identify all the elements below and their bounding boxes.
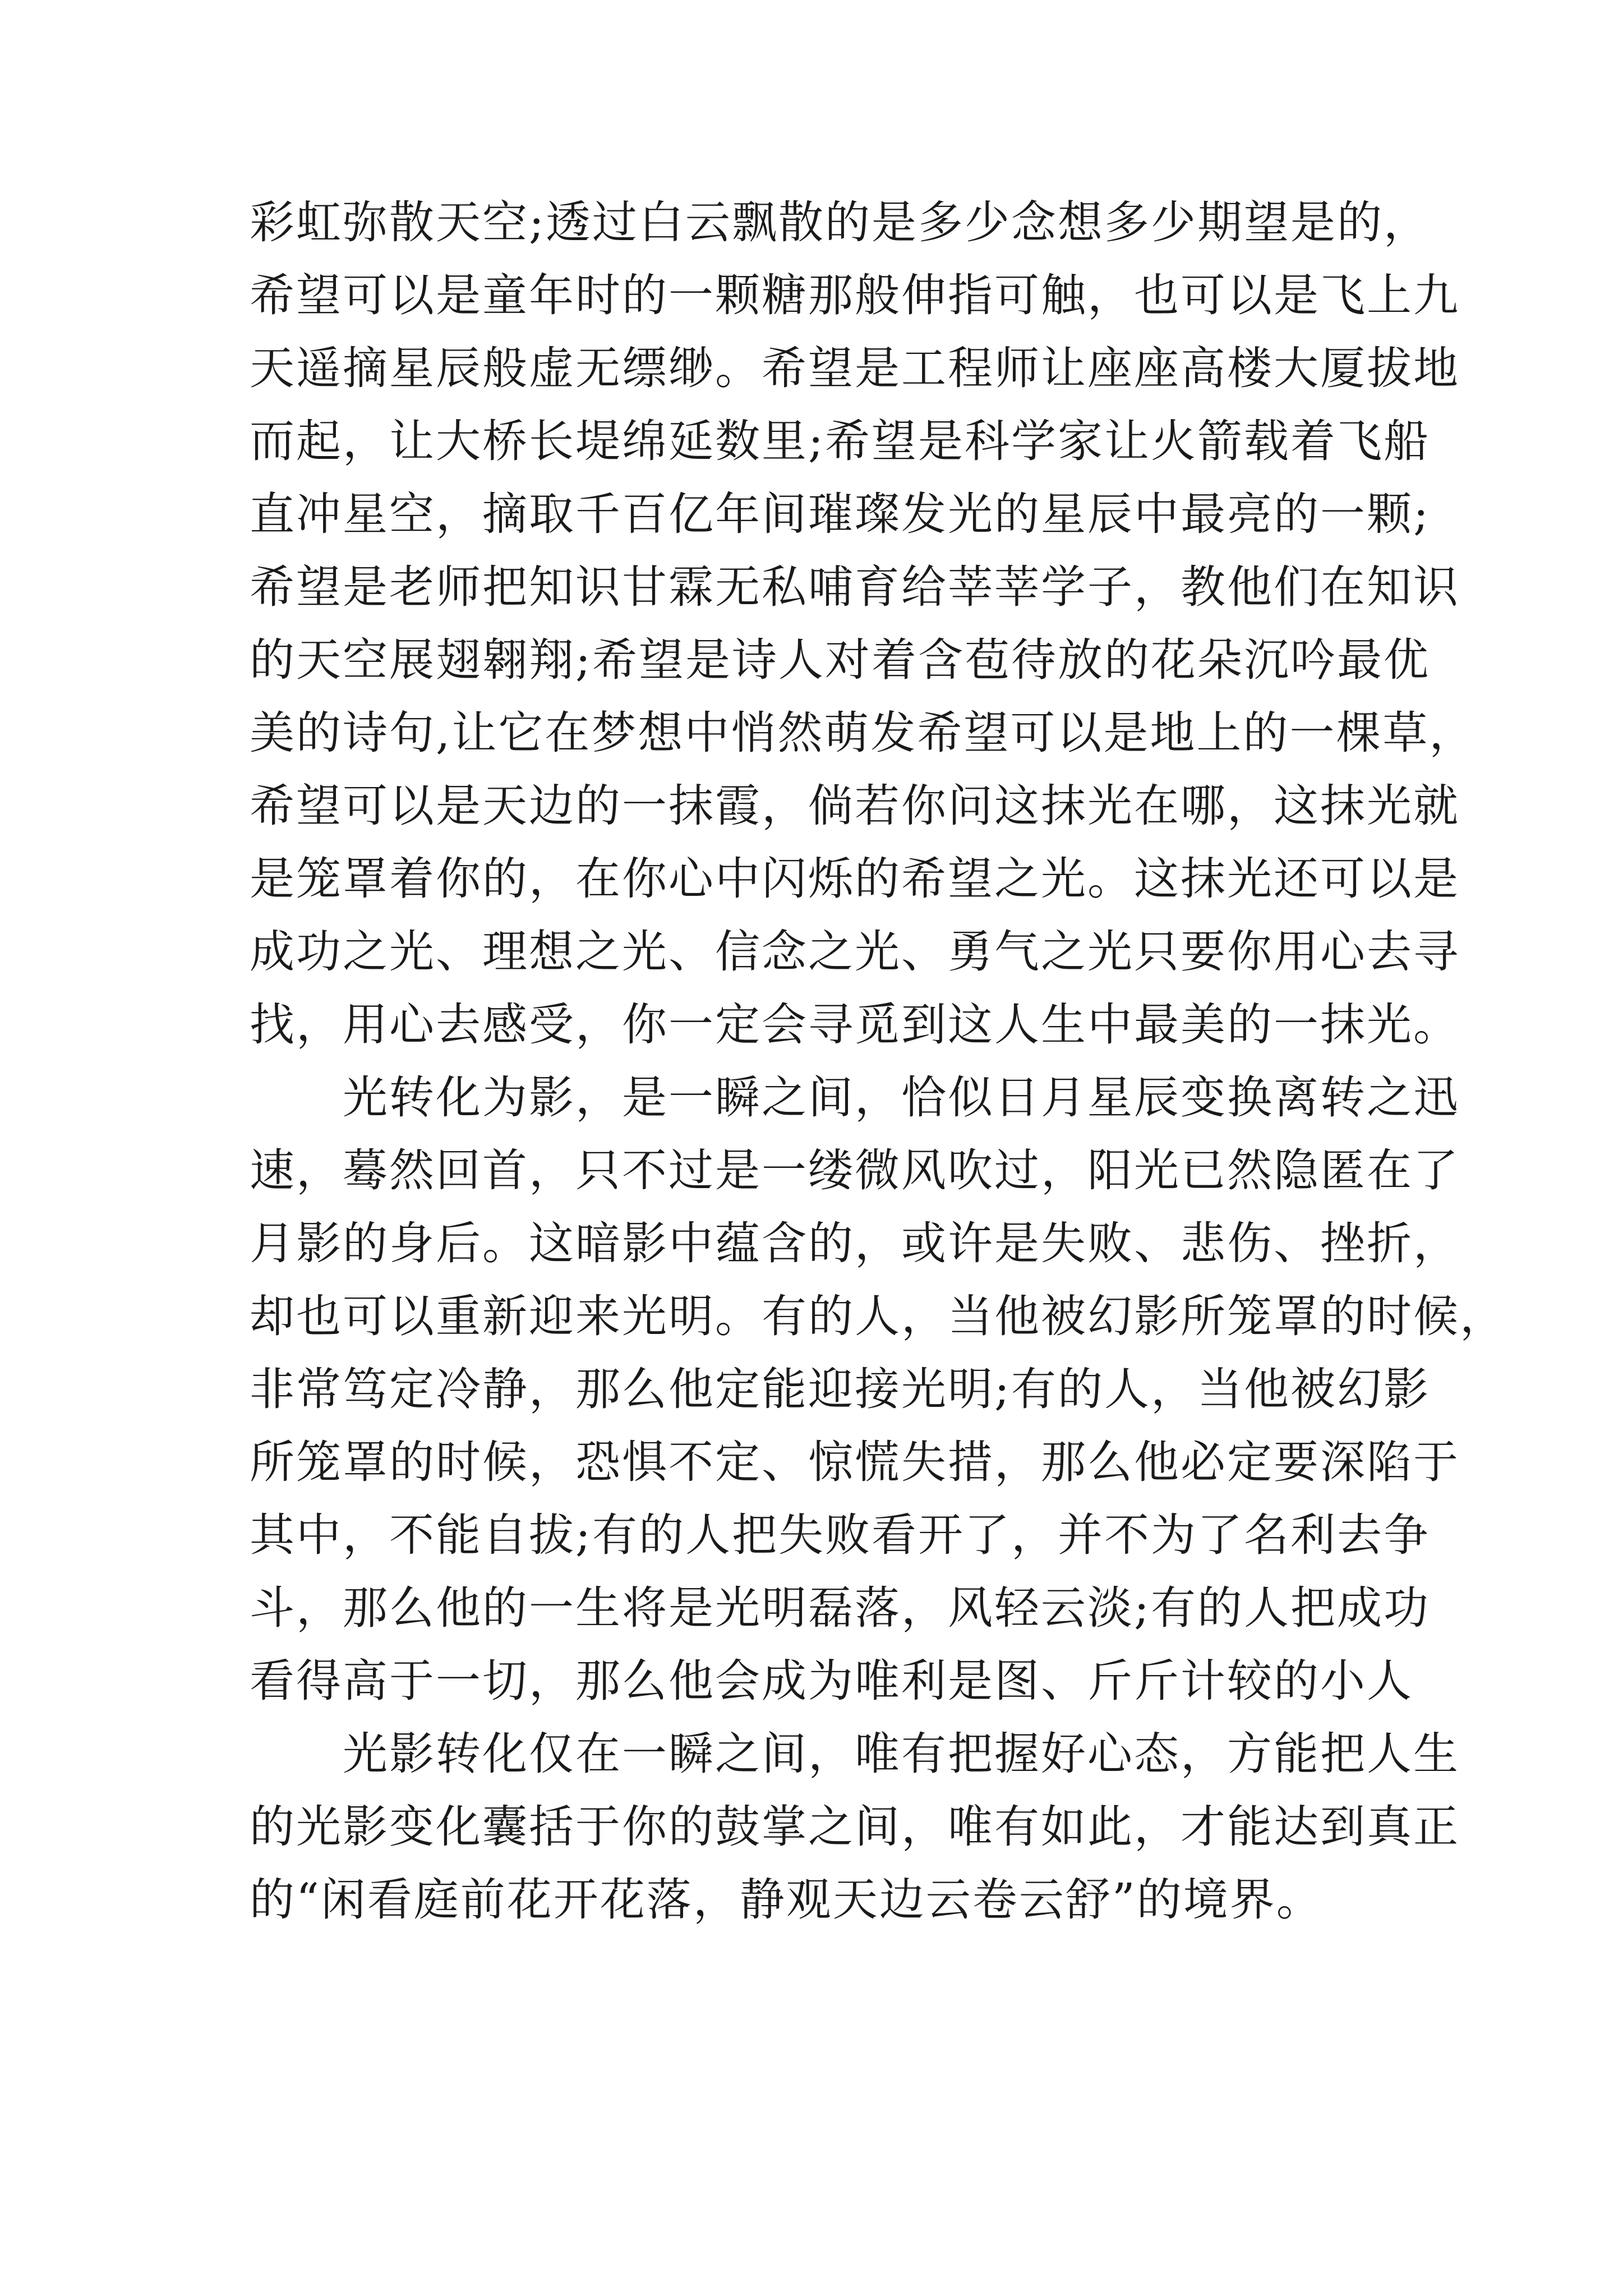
text-line: 的天空展翅翱翔;希望是诗人对着含苞待放的花朵沉吟最优 <box>250 634 1430 686</box>
text-line: 速，蓦然回首，只不过是一缕微风吹过，阳光已然隐匿在了 <box>250 1144 1460 1197</box>
paragraph-3 <box>250 1718 1460 1936</box>
text-line: 希望可以是天边的一抹霞，倘若你问这抹光在哪，这抹光就 <box>250 780 1460 832</box>
text-line: 光转化为影，是一瞬之间，恰似日月星辰变换离转之迅 <box>250 1071 1460 1124</box>
text-line: 所笼罩的时候，恐惧不定、惊慌失措，那么他必定要深陷于 <box>250 1436 1460 1488</box>
text-line: 彩虹弥散天空;透过白云飘散的是多少念想多少期望是的， <box>250 196 1430 249</box>
text-line: 却也可以重新迎来光明。有的人，当他被幻影所笼罩的时候， <box>250 1290 1506 1342</box>
text-line: 月影的身后。这暗影中蕴含的，或许是失败、悲伤、挫折， <box>250 1217 1460 1269</box>
text-line: 的“闲看庭前花开花落，静观天边云卷云舒”的境界。 <box>250 1874 1323 1926</box>
text-line: 美的诗句,让它在梦想中悄然萌发希望可以是地上的一棵草， <box>250 707 1476 759</box>
text-line: 找，用心去感受，你一定会寻觅到这人生中最美的一抹光。 <box>250 999 1460 1051</box>
text-line: 希望是老师把知识甘霖无私哺育给莘莘学子，教他们在知识 <box>250 561 1460 613</box>
text-line: 天遥摘星辰般虚无缥缈。希望是工程师让座座高楼大厦拔地 <box>250 342 1460 394</box>
text-line: 是笼罩着你的，在你心中闪烁的希望之光。这抹光还可以是 <box>250 853 1460 905</box>
text-line: 直冲星空，摘取千百亿年间璀璨发光的星辰中最亮的一颗; <box>250 488 1430 540</box>
document-body <box>250 186 1506 1936</box>
text-line: 而起，让大桥长堤绵延数里;希望是科学家让火箭载着飞船 <box>250 415 1430 467</box>
text-line: 的光影变化囊括于你的鼓掌之间，唯有如此，才能达到真正 <box>250 1801 1460 1853</box>
text-line: 希望可以是童年时的一颗糖那般伸指可触，也可以是飞上九 <box>250 269 1460 321</box>
text-line: 光影转化仅在一瞬之间，唯有把握好心态，方能把人生 <box>250 1728 1460 1780</box>
paragraph-1 <box>250 186 1476 1061</box>
text-line: 非常笃定冷静，那么他定能迎接光明;有的人，当他被幻影 <box>250 1363 1430 1415</box>
text-line: 看得高于一切，那么他会成为唯利是图、斤斤计较的小人 <box>250 1655 1413 1707</box>
text-line: 斗，那么他的一生将是光明磊落，风轻云淡;有的人把成功 <box>250 1582 1430 1634</box>
text-line: 其中，不能自拔;有的人把失败看开了，并不为了名利去争 <box>250 1509 1430 1561</box>
paragraph-2 <box>250 1061 1506 1718</box>
text-line: 成功之光、理想之光、信念之光、勇气之光只要你用心去寻 <box>250 926 1460 978</box>
